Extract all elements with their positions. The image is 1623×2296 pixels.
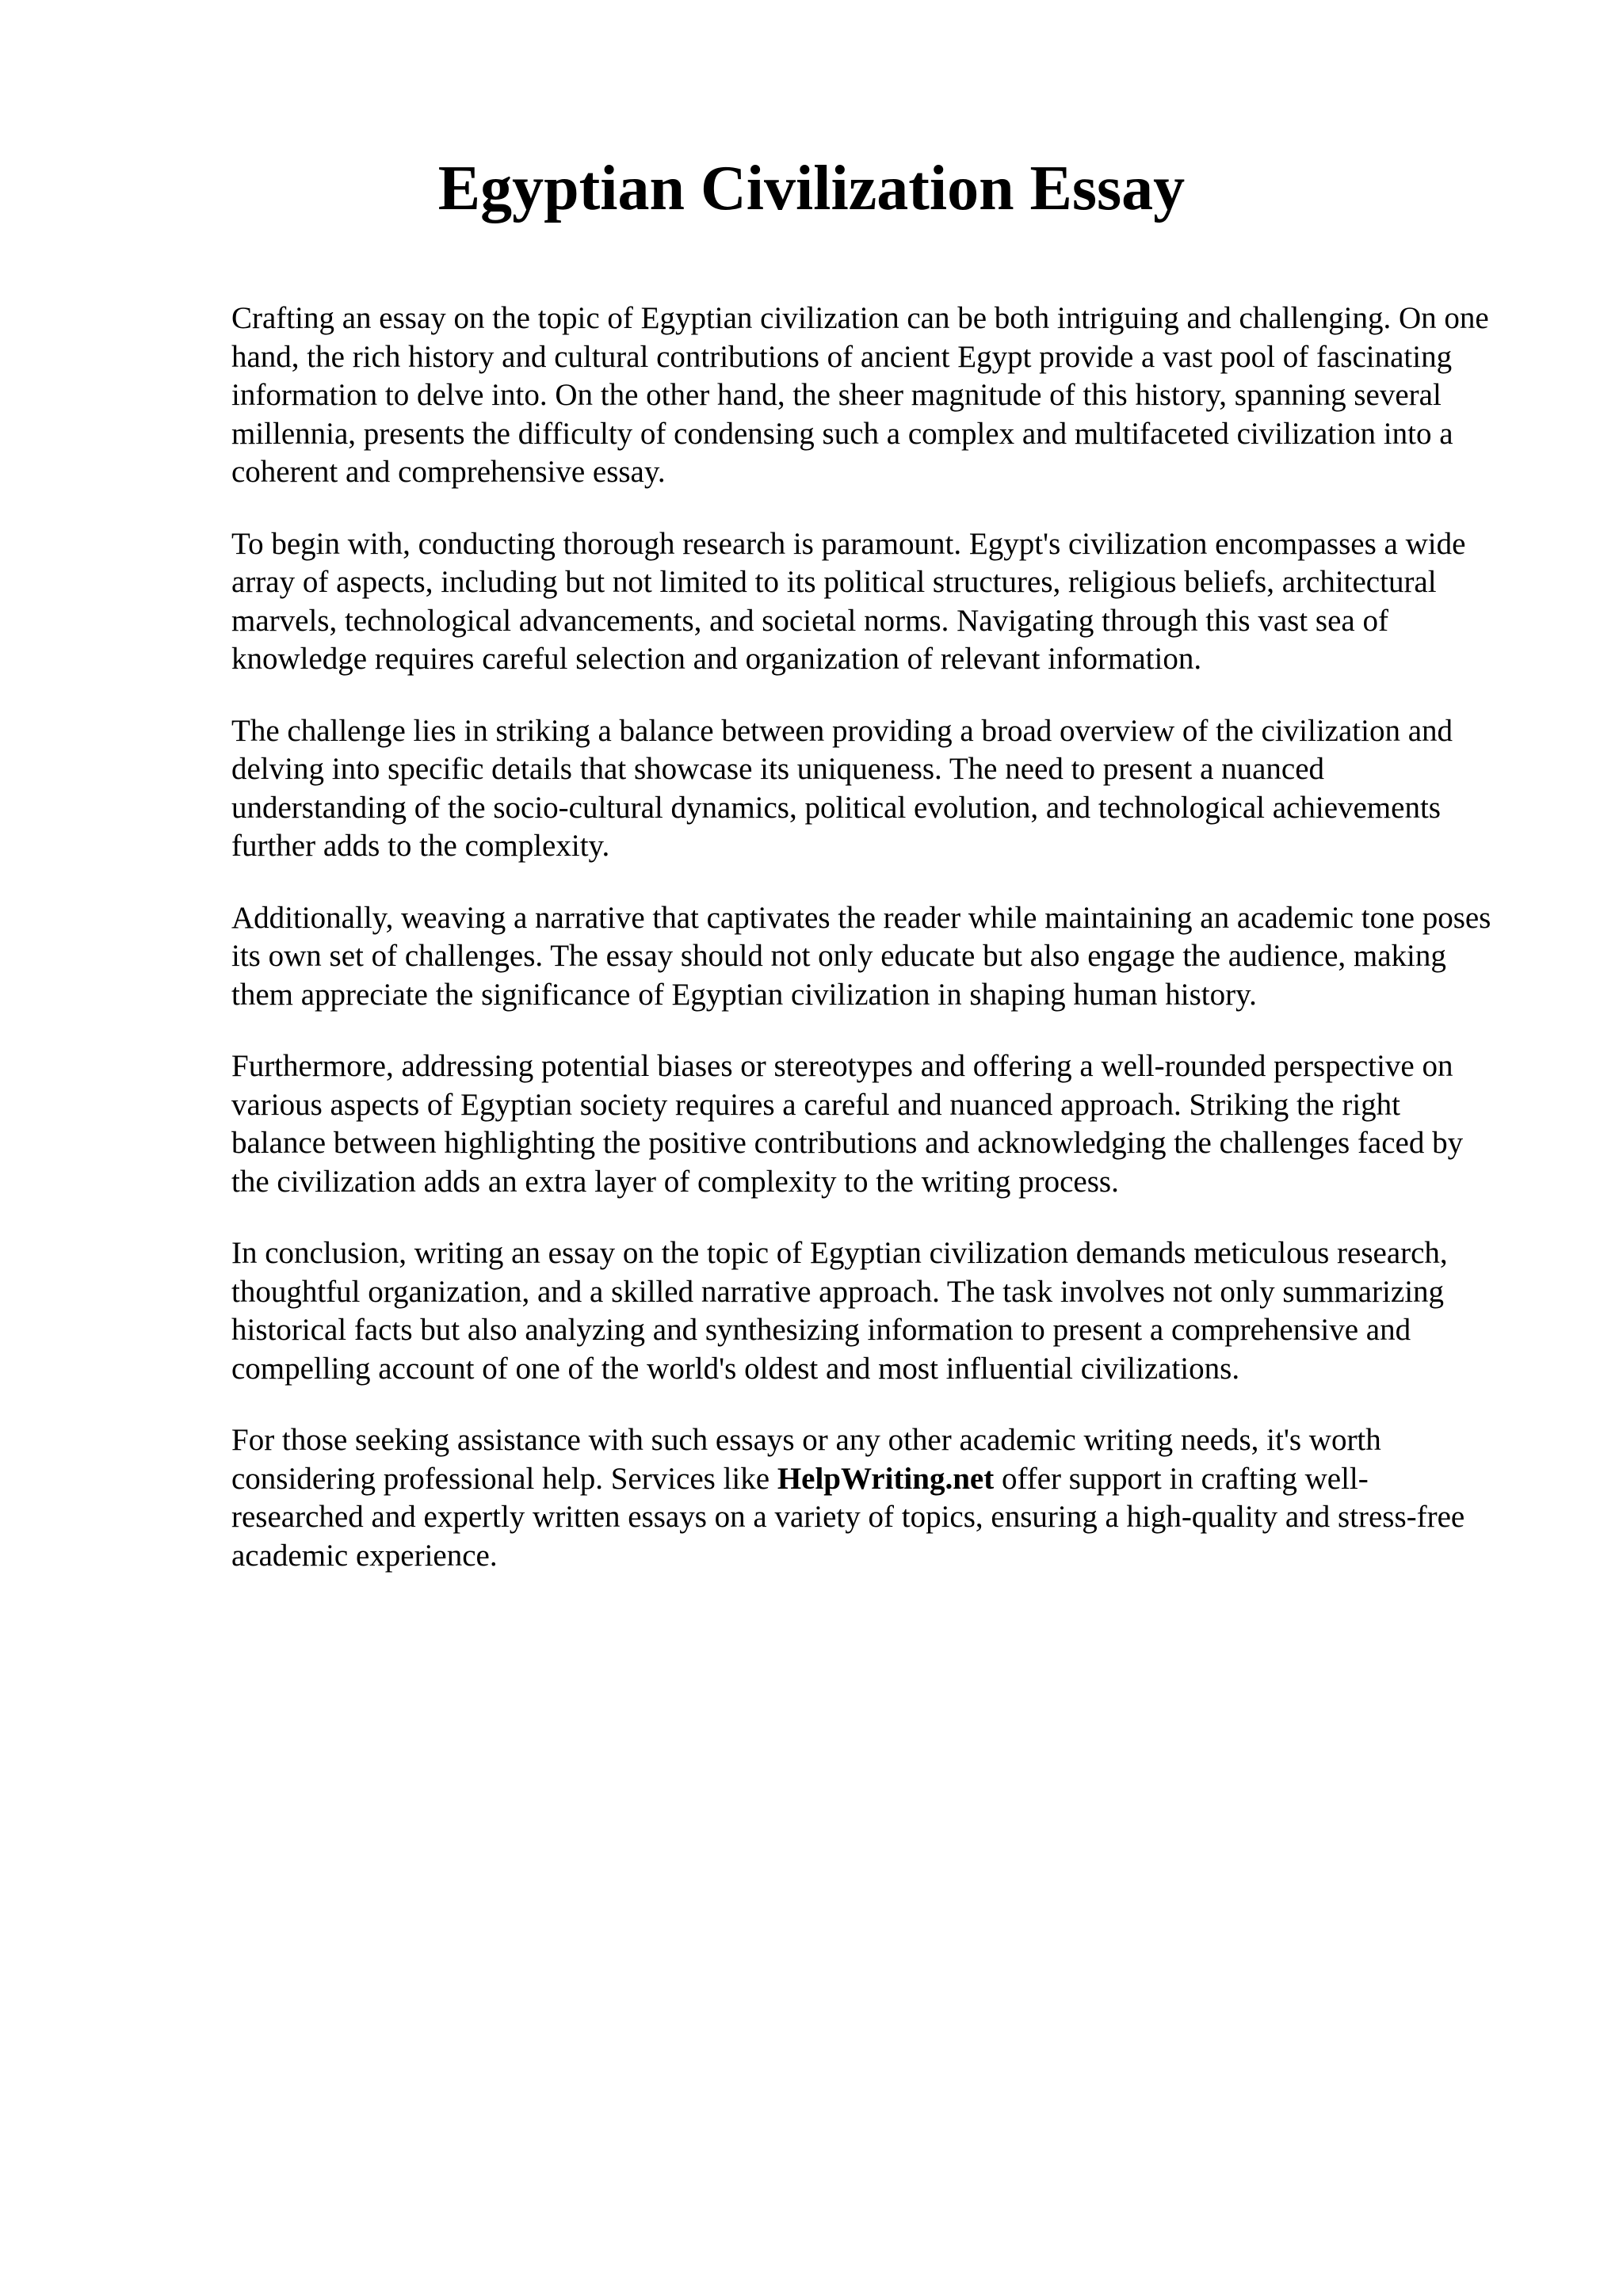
closing-paragraph	[231, 1421, 1499, 1575]
paragraph-6: In conclusion, writing an essay on the topic of Egyptian civilization demands meticulous research, thoughtful organization, and a skilled narrative approach. The task involves not only summarizing historical facts but also analyzing and synthesizing information to present a comprehensive and compelling account of one of the world's oldest and most influential civilizations.	[231, 1236, 1448, 1386]
closing-text-after: offer support in crafting well-researched and expertly written essays on a variety of topics, ensuring a high-quality and stress-free academic experience.	[231, 1461, 1465, 1573]
essay-body	[231, 299, 1499, 1608]
closing-text-before: For those seeking assistance with such essays or any other academic writing needs, it's worth considering professional help. Services like	[231, 1423, 1381, 1496]
paragraph-5: Furthermore, addressing potential biases or stereotypes and offering a well-rounded perspective on various aspects of Egyptian society requires a careful and nuanced approach. Striking the right balance between highlighting the positive contributions and acknowledging the challenges faced by the civilization adds an extra layer of complexity to the writing process.	[231, 1049, 1464, 1199]
page-title: Egyptian Civilization Essay	[437, 154, 1186, 223]
paragraph-1: Crafting an essay on the topic of Egyptian civilization can be both intriguing and challenging. On one hand, the rich history and cultural contributions of ancient Egypt provide a vast pool of fascinating information to delve into. On the other hand, the sheer magnitude of this history, spanning several millennia, presents the difficulty of condensing such a complex and multifaceted civilization into a coherent and comprehensive essay.	[231, 301, 1489, 489]
paragraph-2: To begin with, conducting thorough research is paramount. Egypt's civilization encompasses a wide array of aspects, including but not limited to its political structures, religious beliefs, architectural marvels, technological advancements, and societal norms. Navigating through this vast sea of knowledge requires careful selection and organization of relevant information.	[231, 526, 1466, 676]
brand-name: HelpWriting.net	[777, 1461, 995, 1496]
paragraph-4: Additionally, weaving a narrative that captivates the reader while maintaining an academic tone poses its own set of challenges. The essay should not only educate but also engage the audience, making them appreciate the significance of Egyptian civilization in shaping human history.	[231, 900, 1491, 1012]
paragraph-3: The challenge lies in striking a balance between providing a broad overview of the civilization and delving into specific details that showcase its uniqueness. The need to present a nuanced understanding of the socio-cultural dynamics, political evolution, and technological achievements further adds to the complexity.	[231, 713, 1453, 863]
